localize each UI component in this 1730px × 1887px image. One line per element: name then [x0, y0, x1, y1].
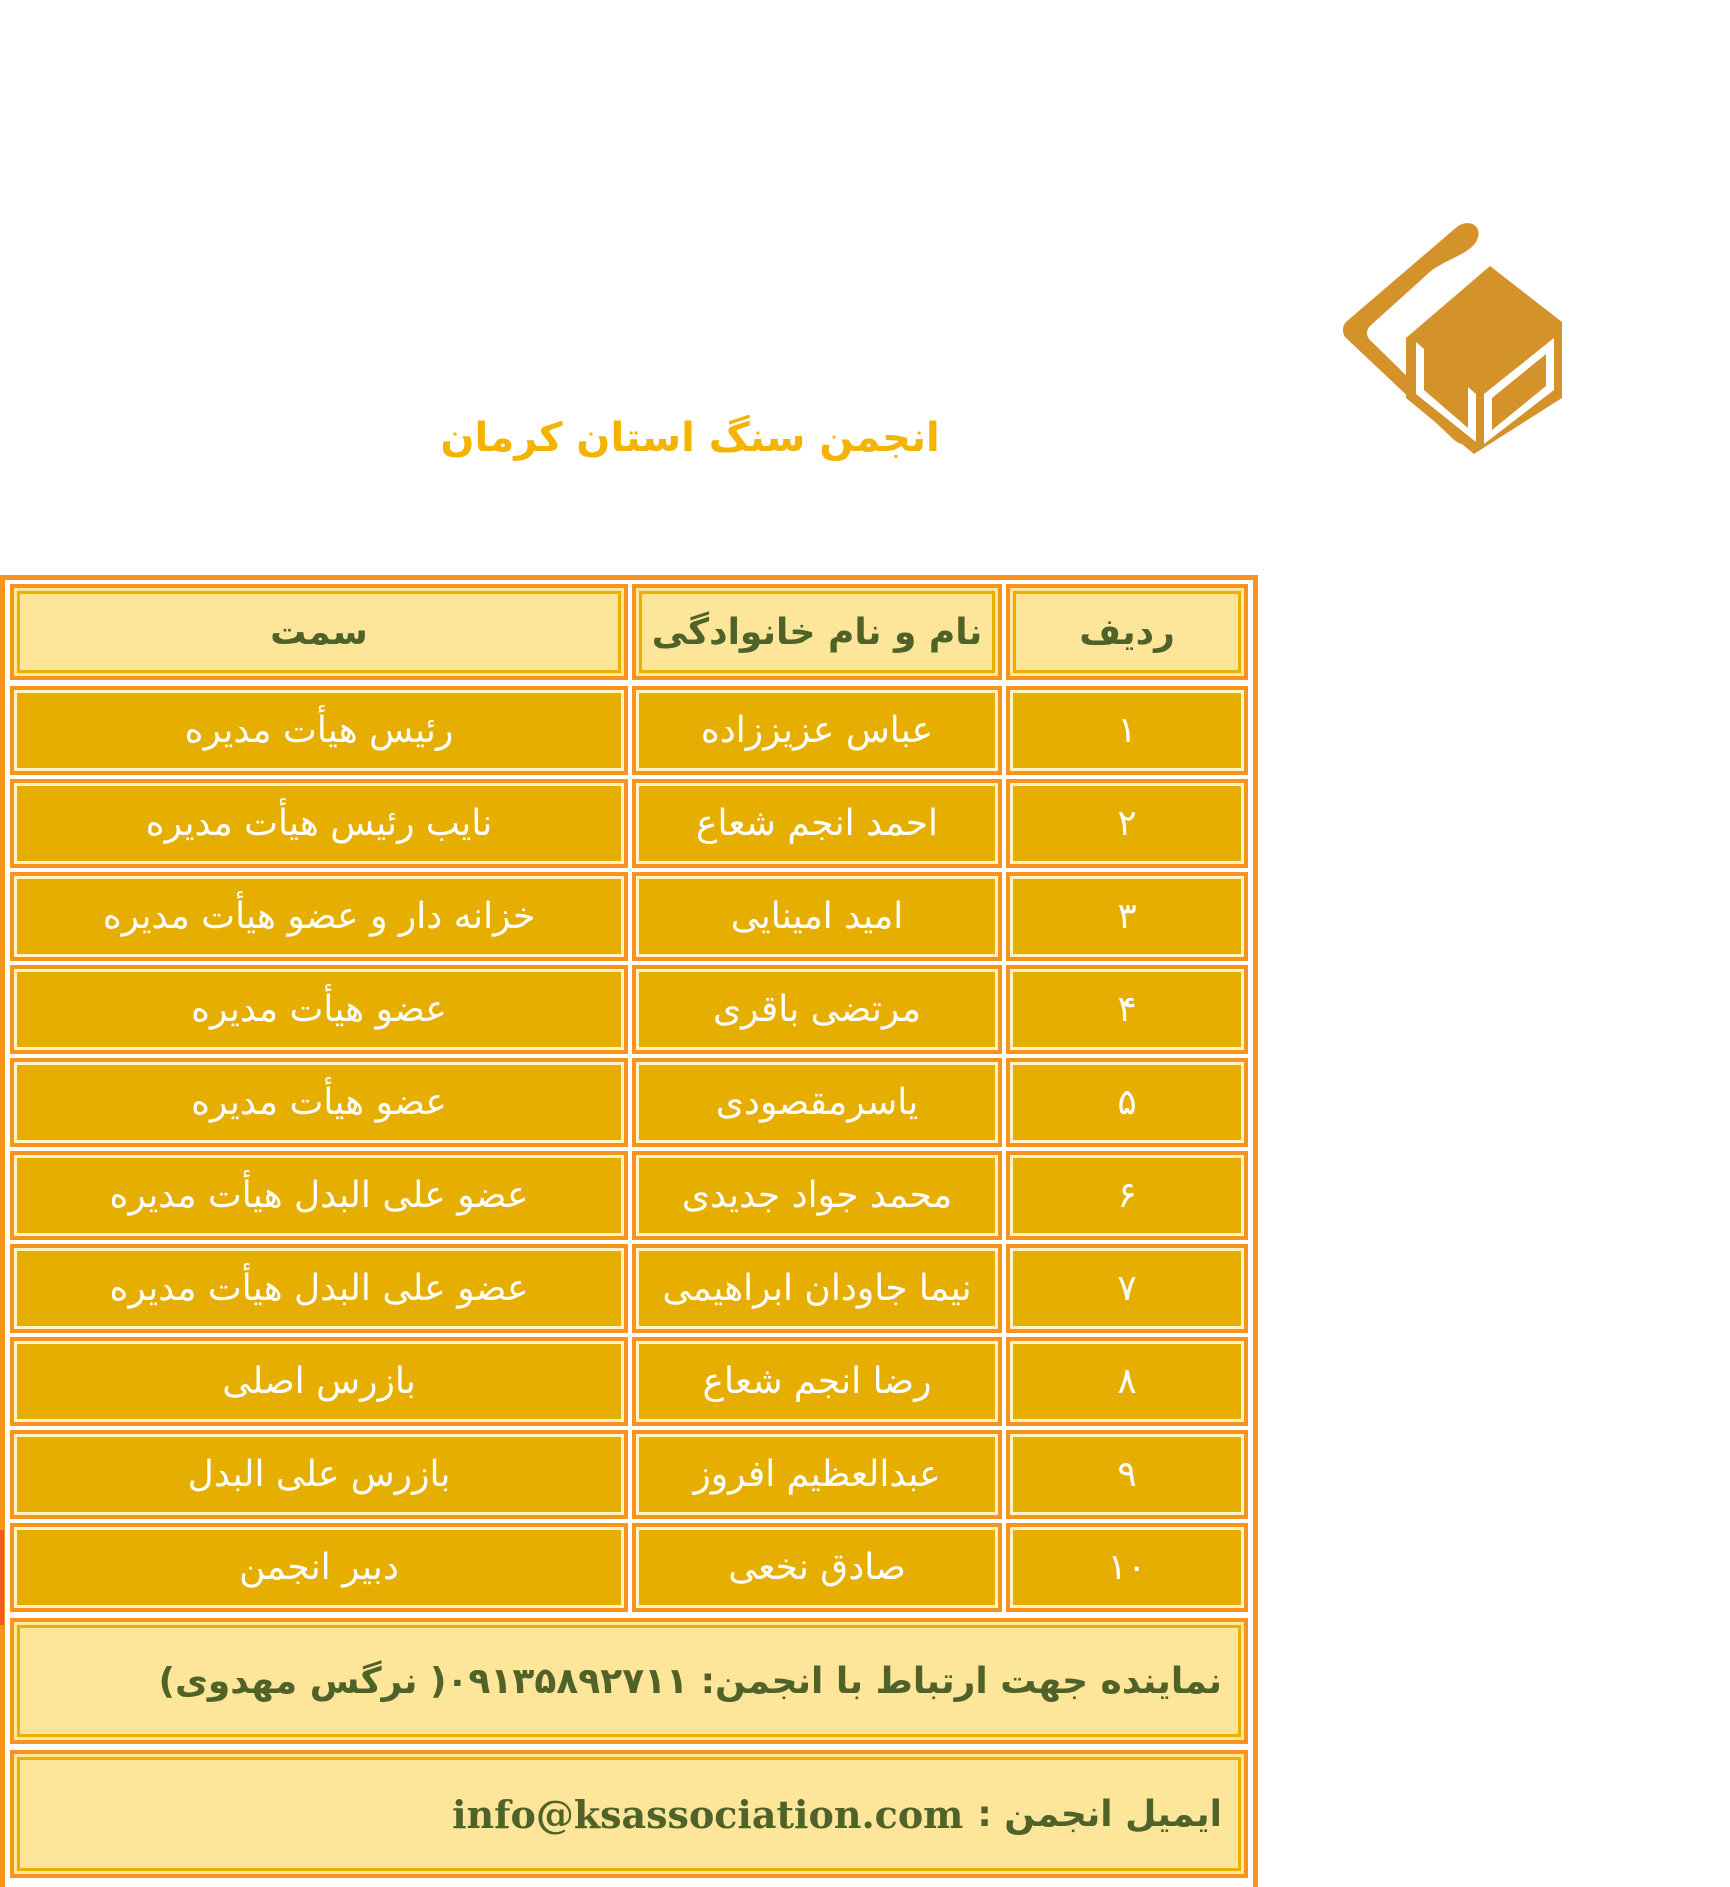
row-number: ۶	[1006, 1151, 1248, 1240]
member-role: بازرس اصلی	[10, 1337, 628, 1426]
row-number: ۹	[1006, 1430, 1248, 1519]
member-role: عضو هیأت مدیره	[10, 965, 628, 1054]
row-number: ۱۰	[1006, 1523, 1248, 1612]
member-role: عضو علی البدل هیأت مدیره	[10, 1244, 628, 1333]
member-role: عضو علی البدل هیأت مدیره	[10, 1151, 628, 1240]
member-name: مرتضی باقری	[632, 965, 1002, 1054]
member-name: احمد انجم شعاع	[632, 779, 1002, 868]
member-name: عبدالعظیم افروز	[632, 1430, 1002, 1519]
member-name: محمد جواد جدیدی	[632, 1151, 1002, 1240]
email-label: ایمیل انجمن :	[977, 1793, 1222, 1835]
row-number: ۵	[1006, 1058, 1248, 1147]
column-header-row-number: ردیف	[1006, 584, 1248, 680]
row-number: ۲	[1006, 779, 1248, 868]
member-role: دبیر انجمن	[10, 1523, 628, 1612]
page-title: انجمن سنگ استان کرمان	[440, 415, 940, 461]
member-role: رئیس هیأت مدیره	[10, 686, 628, 775]
email-address-link[interactable]: info@ksassociation.com	[452, 1791, 964, 1837]
column-header-full-name: نام و نام خانوادگی	[632, 584, 1002, 680]
member-role: عضو هیأت مدیره	[10, 1058, 628, 1147]
member-role: نایب رئیس هیأت مدیره	[10, 779, 628, 868]
edge-accent	[0, 1530, 4, 1625]
member-name: صادق نخعی	[632, 1523, 1002, 1612]
row-number: ۱	[1006, 686, 1248, 775]
contact-email-row	[10, 1750, 1248, 1878]
contact-representative-row	[10, 1618, 1248, 1744]
member-name: عباس عزیززاده	[632, 686, 1002, 775]
member-name: یاسرمقصودی	[632, 1058, 1002, 1147]
member-role: خزانه دار و عضو هیأت مدیره	[10, 872, 628, 961]
column-header-position: سمت	[10, 584, 628, 680]
row-number: ۷	[1006, 1244, 1248, 1333]
member-name: رضا انجم شعاع	[632, 1337, 1002, 1426]
member-name: امید امینایی	[632, 872, 1002, 961]
row-number: ۴	[1006, 965, 1248, 1054]
member-role: بازرس علی البدل	[10, 1430, 628, 1519]
representative-text: نماینده جهت ارتباط با انجمن: ۰۹۱۳۵۸۹۲۷۱۱( نرگس مهدوی)	[158, 1660, 1222, 1702]
row-number: ۳	[1006, 872, 1248, 961]
association-logo	[1340, 222, 1570, 458]
member-name: نیما جاودان ابراهیمی	[632, 1244, 1002, 1333]
row-number: ۸	[1006, 1337, 1248, 1426]
